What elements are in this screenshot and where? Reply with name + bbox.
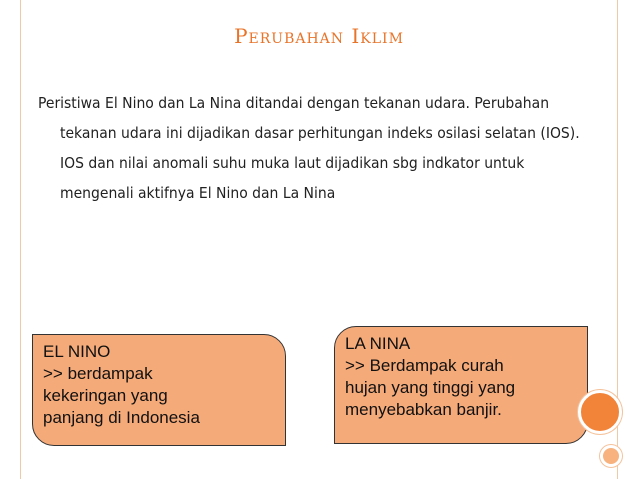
decorative-circle-small — [600, 445, 622, 467]
la-nina-box: LA NINA >> Berdampak curah hujan yang tinggi yang menyebabkan banjir. — [334, 326, 588, 444]
decorative-circle-large — [578, 390, 622, 434]
body-paragraph: Peristiwa El Nino dan La Nina ditandai dengan tekanan udara. Perubahan tekanan udara ini dijadikan dasar perhitungan indeks osilasi selatan (IOS). IOS dan nilai anomali suhu muka laut dijadikan sbg indkator untuk mengenali aktifnya El Nino dan La Nina — [38, 94, 580, 202]
slide-title: Perubahan Iklim — [234, 24, 404, 48]
el-nino-box: EL NINO >> berdampak kekeringan yang panjang di Indonesia — [32, 334, 286, 446]
slide-body — [38, 88, 598, 208]
